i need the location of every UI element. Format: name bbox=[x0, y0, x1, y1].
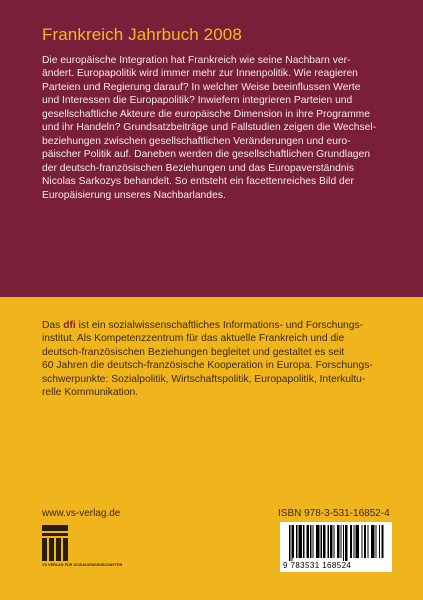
barcode-bar bbox=[364, 525, 365, 558]
barcode-bar bbox=[299, 525, 300, 558]
dfi-brand: dfi bbox=[63, 320, 76, 331]
about-line: schwerpunkte: Sozialpolitik, Wirtschaftspolitik, Europapolitik, Interkultu- bbox=[42, 373, 366, 385]
top-panel bbox=[0, 0, 423, 297]
barcode-bar bbox=[310, 525, 312, 558]
barcode-bar bbox=[296, 525, 298, 558]
about-first-line: ist ein sozialwissenschaftliches Informations- und Forschungs- bbox=[75, 320, 364, 331]
blurb-line: ändert. Europapolitik wird immer mehr zur Innenpolitik. Wie reagieren bbox=[42, 68, 358, 80]
blurb-line: und Interessen die Europapolitik? Inwiefern integrieren Parteien und bbox=[42, 95, 353, 107]
institute-description bbox=[42, 319, 398, 400]
barcode-bar bbox=[289, 525, 291, 561]
barcode-bar bbox=[303, 525, 305, 558]
publisher-name: VS VERLAG FÜR SOZIALWISSENSCHAFTEN bbox=[42, 563, 123, 567]
about-prefix: Das bbox=[42, 320, 64, 331]
barcode-bar bbox=[347, 525, 348, 561]
vs-logo-icon bbox=[42, 525, 68, 561]
barcode-bar bbox=[300, 525, 302, 558]
barcode-bar bbox=[357, 525, 358, 558]
barcode-bar bbox=[338, 525, 340, 558]
publisher-website[interactable]: www.vs-verlag.de bbox=[42, 508, 121, 519]
barcode bbox=[280, 522, 392, 572]
barcode-bar bbox=[376, 525, 377, 558]
barcode-bar bbox=[331, 525, 333, 558]
barcode-bar bbox=[371, 525, 372, 558]
about-line bbox=[42, 319, 398, 332]
barcode-bar bbox=[323, 525, 324, 558]
barcode-bar bbox=[307, 525, 309, 558]
barcode-bar bbox=[379, 525, 380, 558]
barcode-bar bbox=[365, 525, 366, 558]
blurb-line: der deutsch-französischen Beziehungen und das Europaverständnis bbox=[42, 162, 354, 174]
barcode-bar bbox=[372, 525, 373, 558]
blurb-line: Die europäische Integration hat Frankreich wie seine Nachbarn ver- bbox=[42, 55, 351, 66]
barcode-bar bbox=[368, 525, 369, 558]
barcode-bar bbox=[343, 525, 344, 561]
book-title: Frankreich Jahrbuch 2008 bbox=[42, 25, 242, 44]
publisher-logo bbox=[42, 525, 212, 569]
barcode-bar bbox=[317, 525, 319, 558]
book-blurb bbox=[42, 54, 398, 202]
barcode-bar bbox=[308, 525, 309, 558]
barcode-bar bbox=[351, 525, 352, 558]
barcode-bar bbox=[350, 525, 351, 558]
about-line: relle Kommunikation. bbox=[42, 387, 139, 399]
barcode-icon bbox=[289, 525, 385, 561]
barcode-bar bbox=[373, 525, 375, 558]
barcode-bar bbox=[383, 525, 384, 558]
barcode-bar bbox=[292, 525, 293, 561]
blurb-line: Parteien und Regierung darauf? In welcher Weise beeinflussen Werte bbox=[42, 81, 361, 93]
blurb-line: Europäisierung unseres Nachbarlandes. bbox=[42, 189, 226, 201]
barcode-bar bbox=[354, 525, 355, 558]
about-line: 60 Jahren die deutsch-französische Kooperation in Europa. Forschungs- bbox=[42, 360, 373, 372]
barcode-bar bbox=[301, 525, 302, 558]
barcode-bar bbox=[316, 525, 317, 558]
isbn-label: ISBN 978-3-531-16852-4 bbox=[278, 508, 390, 519]
barcode-bar bbox=[293, 525, 295, 558]
barcode-bar bbox=[319, 525, 320, 558]
barcode-bar bbox=[330, 525, 331, 558]
blurb-line: Nicolas Sarkozys behandelt. So entsteht ein facettenreiches Bild der bbox=[42, 176, 354, 188]
barcode-bar bbox=[328, 525, 330, 558]
blurb-line: beziehungen zwischen gesellschaftlichen Veränderungen und euro- bbox=[42, 135, 351, 147]
barcode-bar bbox=[356, 525, 358, 558]
barcode-bar bbox=[337, 525, 338, 558]
barcode-bar bbox=[334, 525, 335, 558]
blurb-line: gesellschaftliche Akteure die europäische Dimension in ihre Programme bbox=[42, 108, 370, 120]
barcode-bar bbox=[345, 525, 347, 561]
barcode-bar bbox=[321, 525, 323, 558]
barcode-bar bbox=[358, 525, 359, 558]
barcode-digits: 9 783531 168524 bbox=[283, 561, 352, 570]
barcode-bar bbox=[362, 525, 363, 558]
about-line: institut. Als Kompetenzzentrum für das aktuelle Frankreich und die bbox=[42, 333, 345, 345]
blurb-line: päischer Politik auf. Daneben werden die gesellschaftlichen Grundlagen bbox=[42, 149, 370, 161]
barcode-bar bbox=[341, 525, 342, 558]
barcode-bar bbox=[382, 525, 383, 558]
blurb-line: und ihr Handeln? Grundsatzbeiträge und Fallstudien zeigen die Wechsel- bbox=[42, 122, 377, 134]
barcode-bar bbox=[313, 525, 314, 558]
about-line: deutsch-französischen Beziehungen begleitet und gestaltet es seit bbox=[42, 346, 345, 358]
barcode-bar bbox=[324, 525, 326, 558]
